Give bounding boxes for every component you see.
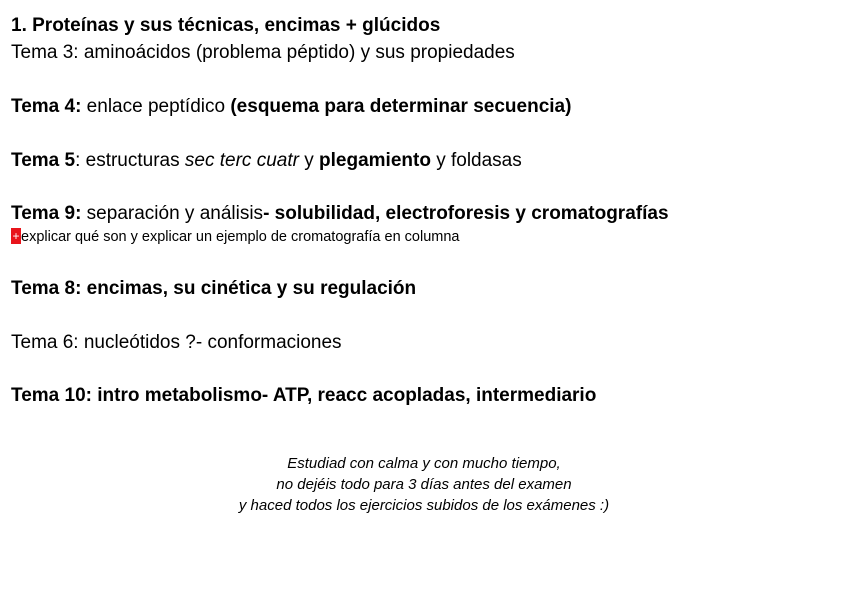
note-text: explicar qué son y explicar un ejemplo de cromatografía en columna [21, 229, 460, 245]
topic-tema-8: Tema 8: encimas, su cinética y su regulación [11, 278, 417, 299]
topic-tema-6: Tema 6: nucleótidos ?- conformaciones [11, 332, 342, 353]
topic-text: : estructuras [75, 150, 185, 171]
topic-tema-5 [11, 149, 522, 173]
topic-bold-text: - solubilidad, electroforesis y cromatografías [263, 203, 669, 224]
topic-bold-text: plegamiento [319, 150, 431, 171]
topic-label: Tema 4: [11, 96, 82, 117]
topic-tema-4 [11, 95, 571, 119]
topic-text: y [298, 150, 320, 171]
topic-text: y foldasas [430, 150, 522, 171]
topic-tema-3: Tema 3: aminoácidos (problema péptido) y sus propiedades [11, 42, 515, 63]
closing-note-line-3: y haced todos los ejercicios subidos de los exámenes :) [238, 497, 610, 514]
topic-label: Tema 5 [11, 150, 76, 171]
closing-note-line-2: no dejéis todo para 3 días antes del examen [276, 476, 572, 493]
topic-tema-9 [11, 202, 669, 226]
topic-text: separación y análisis [81, 203, 264, 224]
topic-text: enlace peptídico [81, 96, 231, 117]
closing-note-line-1: Estudiad con calma y con mucho tiempo, [287, 455, 561, 472]
section-heading: 1. Proteínas y sus técnicas, encimas + glúcidos [11, 15, 441, 36]
topic-tema-9-note [11, 228, 459, 246]
topic-italic-text: sec terc cuatr [184, 150, 299, 171]
topic-label: Tema 9: [11, 203, 82, 224]
topic-bold-text: (esquema para determinar secuencia) [230, 96, 572, 117]
topic-tema-10: Tema 10: intro metabolismo- ATP, reacc acopladas, intermediario [11, 385, 597, 406]
plus-icon: + [12, 229, 20, 243]
